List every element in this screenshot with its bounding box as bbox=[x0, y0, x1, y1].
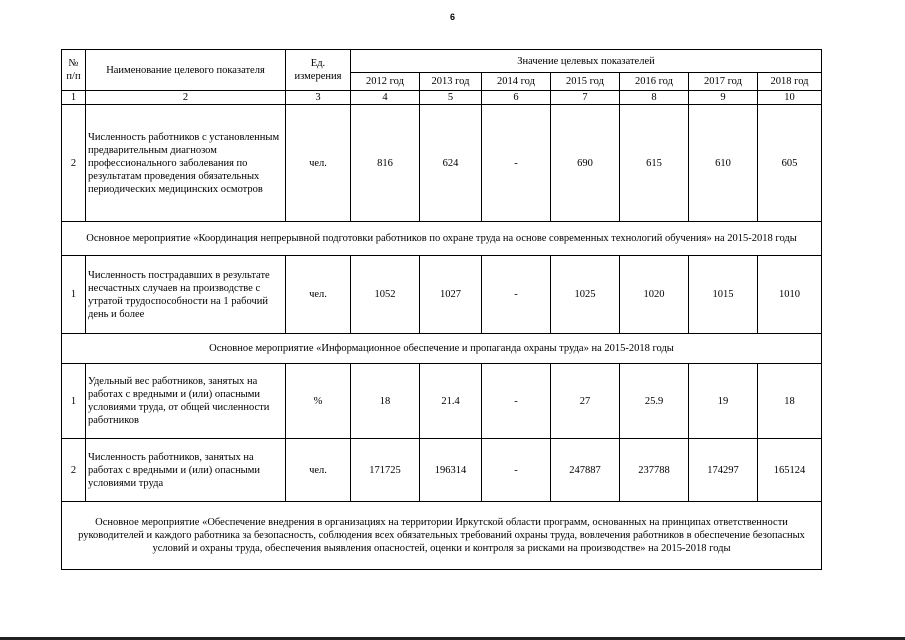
value-cell: 25.9 bbox=[620, 364, 689, 439]
value-cell: - bbox=[482, 105, 551, 222]
header-year: 2015 год bbox=[551, 73, 620, 91]
value-cell: 21.4 bbox=[420, 364, 482, 439]
page-number: 6 bbox=[449, 12, 455, 22]
value-cell: 624 bbox=[420, 105, 482, 222]
value-cell: 816 bbox=[351, 105, 420, 222]
col-number: 2 bbox=[86, 91, 286, 105]
col-number: 5 bbox=[420, 91, 482, 105]
header-num: № п/п bbox=[62, 50, 86, 91]
value-cell: 1020 bbox=[620, 256, 689, 334]
header-year: 2018 год bbox=[758, 73, 822, 91]
header-year: 2013 год bbox=[420, 73, 482, 91]
section-heading: Основное мероприятие «Обеспечение внедрения в организациях на территории Иркутской области программ, основанных на принципах ответственности руководителей и каждого работника за безопасность, соблюдения всех обязательных требований охраны труда, вовлечения работников в обеспечение безопасных условий и охраны труда, обеспечения выявления опасностей, оценки и контроля за рисками на производстве» на 2015-2018 годы bbox=[62, 502, 822, 570]
col-number: 3 bbox=[286, 91, 351, 105]
header-year: 2017 год bbox=[689, 73, 758, 91]
value-cell: 174297 bbox=[689, 439, 758, 502]
indicator-name: Численность работников, занятых на работах с вредными и (или) опасными условиями труда bbox=[86, 439, 286, 502]
value-cell: 237788 bbox=[620, 439, 689, 502]
table-row bbox=[62, 105, 822, 222]
table-row bbox=[62, 256, 822, 334]
value-cell: 196314 bbox=[420, 439, 482, 502]
unit: чел. bbox=[286, 439, 351, 502]
col-number: 6 bbox=[482, 91, 551, 105]
value-cell: 615 bbox=[620, 105, 689, 222]
table-row bbox=[62, 439, 822, 502]
value-cell: 247887 bbox=[551, 439, 620, 502]
unit: чел. bbox=[286, 256, 351, 334]
value-cell: 171725 bbox=[351, 439, 420, 502]
value-cell: 1015 bbox=[689, 256, 758, 334]
value-cell: 18 bbox=[351, 364, 420, 439]
col-number: 4 bbox=[351, 91, 420, 105]
header-unit: Ед. измерения bbox=[286, 50, 351, 91]
value-cell: 19 bbox=[689, 364, 758, 439]
value-cell: 610 bbox=[689, 105, 758, 222]
value-cell: 27 bbox=[551, 364, 620, 439]
row-num: 1 bbox=[62, 364, 86, 439]
value-cell: 605 bbox=[758, 105, 822, 222]
unit: чел. bbox=[286, 105, 351, 222]
col-number: 1 bbox=[62, 91, 86, 105]
value-cell: - bbox=[482, 439, 551, 502]
row-num: 1 bbox=[62, 256, 86, 334]
value-cell: 1010 bbox=[758, 256, 822, 334]
header-year: 2016 год bbox=[620, 73, 689, 91]
indicator-name: Численность пострадавших в результате несчастных случаев на производстве с утратой трудоспособности на 1 рабочий день и более bbox=[86, 256, 286, 334]
header-year: 2014 год bbox=[482, 73, 551, 91]
col-number: 10 bbox=[758, 91, 822, 105]
section-heading: Основное мероприятие «Координация непрерывной подготовки работников по охране труда на основе современных технологий обучения» на 2015-2018 годы bbox=[62, 222, 822, 256]
value-cell: 18 bbox=[758, 364, 822, 439]
section-heading: Основное мероприятие «Информационное обеспечение и пропаганда охраны труда» на 2015-2018 годы bbox=[62, 334, 822, 364]
col-number: 8 bbox=[620, 91, 689, 105]
header-name: Наименование целевого показателя bbox=[86, 50, 286, 91]
header-values: Значение целевых показателей bbox=[351, 50, 822, 73]
header-year: 2012 год bbox=[351, 73, 420, 91]
target-indicators-table bbox=[61, 49, 822, 570]
row-num: 2 bbox=[62, 105, 86, 222]
value-cell: 165124 bbox=[758, 439, 822, 502]
col-number: 9 bbox=[689, 91, 758, 105]
unit: % bbox=[286, 364, 351, 439]
value-cell: - bbox=[482, 364, 551, 439]
row-num: 2 bbox=[62, 439, 86, 502]
indicator-name: Численность работников с установленным предварительным диагнозом профессионального заболевания по результатам проведения обязательных периодических медицинских осмотров bbox=[86, 105, 286, 222]
value-cell: 1025 bbox=[551, 256, 620, 334]
value-cell: 1052 bbox=[351, 256, 420, 334]
value-cell: 1027 bbox=[420, 256, 482, 334]
col-number: 7 bbox=[551, 91, 620, 105]
value-cell: 690 bbox=[551, 105, 620, 222]
indicator-name: Удельный вес работников, занятых на работах с вредными и (или) опасными условиями труда, от общей численности работников bbox=[86, 364, 286, 439]
value-cell: - bbox=[482, 256, 551, 334]
table-row bbox=[62, 364, 822, 439]
